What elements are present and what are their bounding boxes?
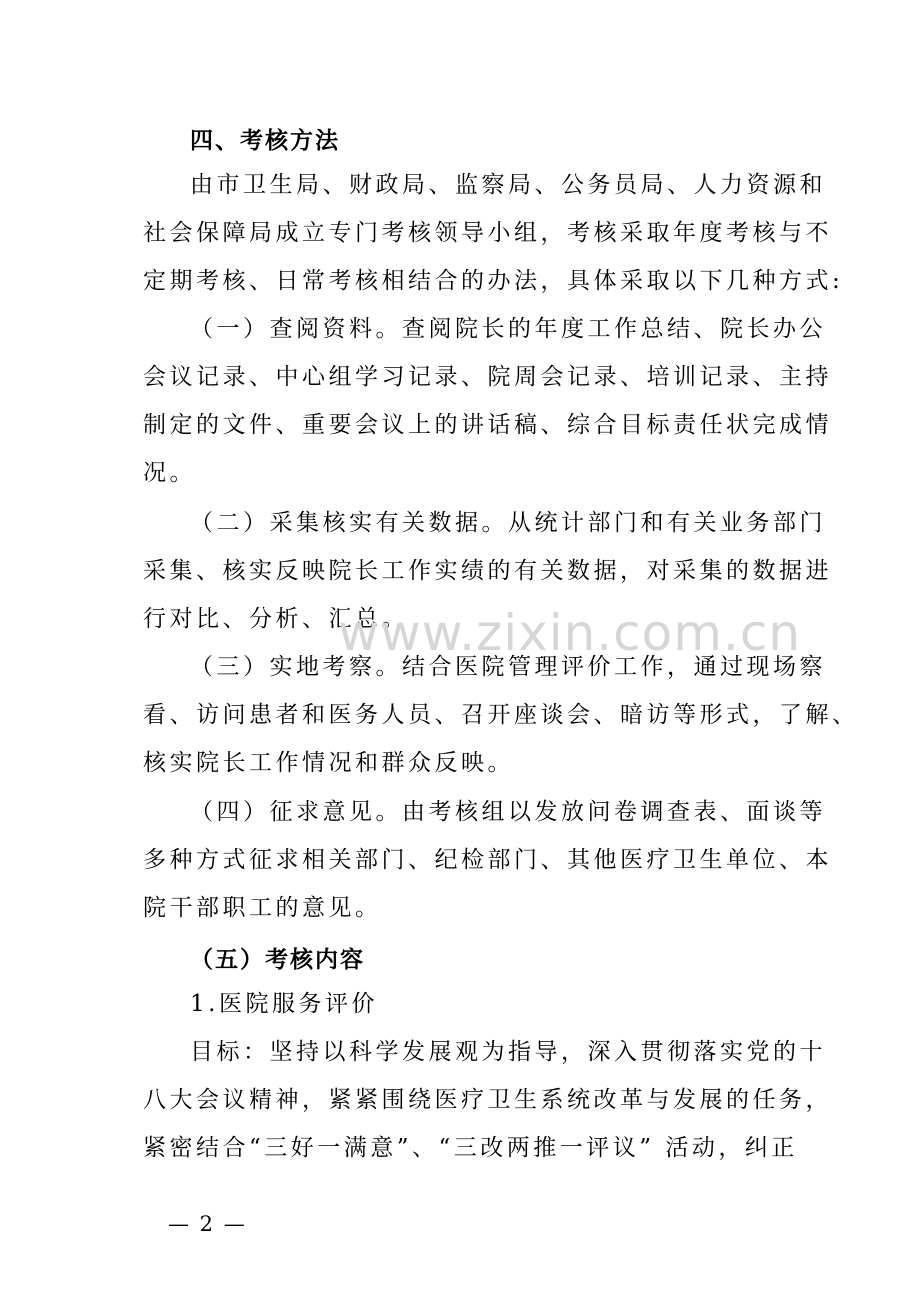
goal-line-1: 目标：坚持以科学发展观为指导，深入贯彻落实党的十 [190,1039,826,1065]
goal-line-3: 紧密结合“三好一满意”、“三改两推一评议” 活动，纠正 [143,1135,798,1161]
item1-line-2: 会议记录、中心组学习记录、院周会记录、培训记录、主持 [143,364,832,390]
item1-line-4: 况。 [143,460,196,486]
intro-line-1: 由市卫生局、财政局、监察局、公务员局、人力资源和 [190,172,826,198]
item2-line-3: 行对比、分析、汇总。 [143,606,408,632]
item3-line-2: 看、访问患者和医务人员、召开座谈会、暗访等形式，了解、 [143,702,859,728]
goal-line-2: 八大会议精神，紧紧围绕医疗卫生系统改革与发展的任务， [143,1087,832,1113]
item3-line-3: 核实院长工作情况和群众反映。 [143,750,514,776]
item2-line-1: （二）采集核实有关数据。从统计部门和有关业务部门 [190,510,826,536]
item3-line-1: （三）实地考察。结合医院管理评价工作，通过现场察 [190,654,826,680]
item1-line-3: 制定的文件、重要会议上的讲话稿、综合目标责任状完成情 [143,412,832,438]
item4-line-1: （四）征求意见。由考核组以发放问卷调查表、面谈等 [190,799,826,825]
section-heading-content: （五）考核内容 [190,946,365,973]
intro-line-3: 定期考核、日常考核相结合的办法，具体采取以下几种方式: [143,268,844,294]
watermark: www.zixin.com.cn [338,604,802,662]
item1-line-1: （一）查阅资料。查阅院长的年度工作总结、院长办公 [190,316,826,342]
subheading-hospital-service: 1.医院服务评价 [190,991,378,1017]
item4-line-3: 院干部职工的意见。 [143,895,382,921]
intro-line-2: 社会保障局成立专门考核领导小组，考核采取年度考核与不 [143,220,832,246]
item4-line-2: 多种方式征求相关部门、纪检部门、其他医疗卫生单位、本 [143,847,832,873]
page-number: — 2 — [168,1212,247,1236]
item2-line-2: 采集、核实反映院长工作实绩的有关数据，对采集的数据进 [143,558,832,584]
section-heading-methods: 四、考核方法 [190,127,340,154]
